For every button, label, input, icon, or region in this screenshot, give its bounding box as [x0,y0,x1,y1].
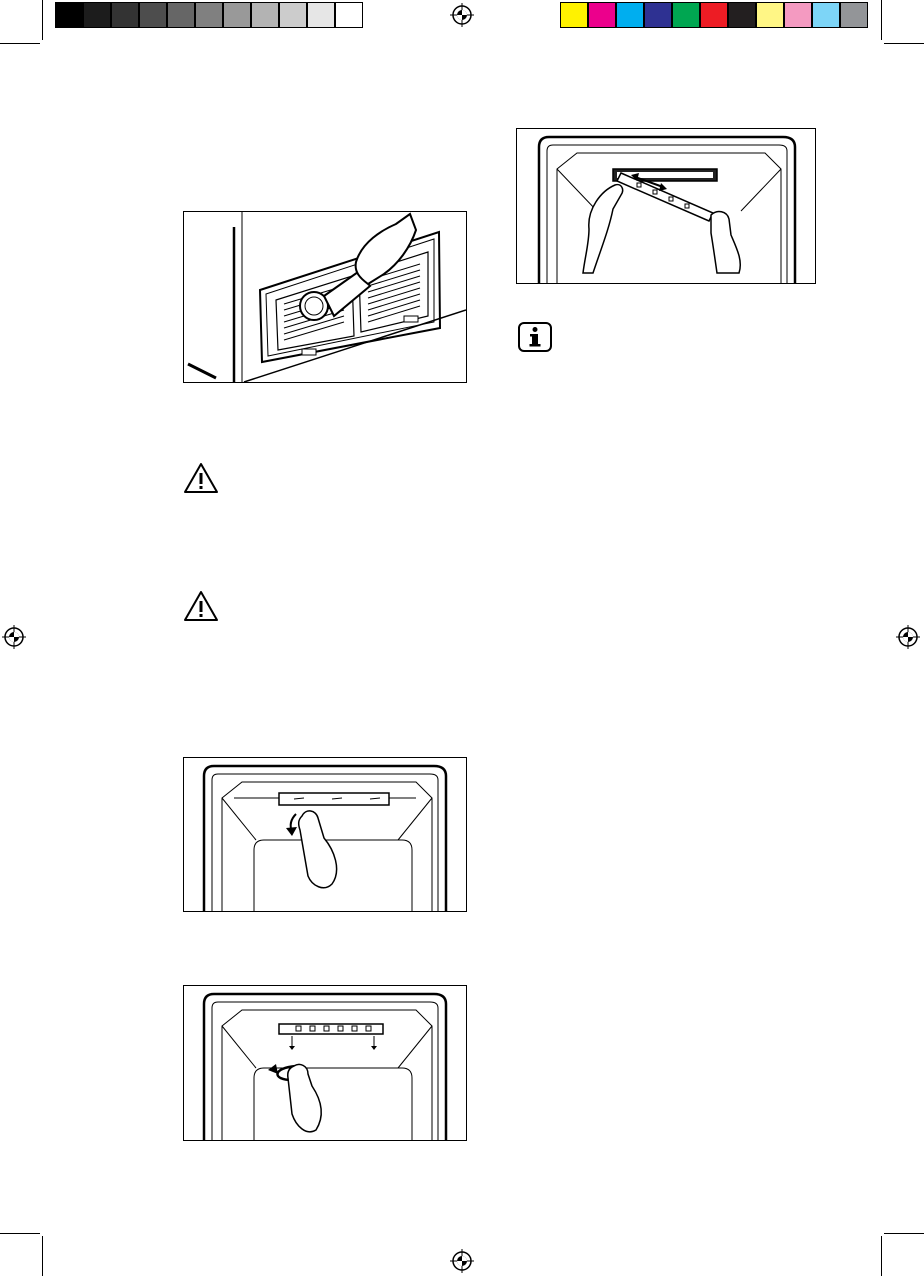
gray-swatch [335,2,363,28]
color-swatch [616,2,644,28]
color-swatch [588,2,616,28]
crop-mark [884,1233,924,1234]
color-swatch [784,2,812,28]
gray-swatch [307,2,335,28]
registration-target-icon [450,3,474,27]
gray-swatch [139,2,167,28]
color-swatch [756,2,784,28]
registration-target-icon [450,1249,474,1273]
color-swatch [728,2,756,28]
gray-swatch [111,2,139,28]
color-swatch [672,2,700,28]
crop-mark [0,43,40,44]
registration-target-icon [896,625,920,649]
crop-mark [884,43,924,44]
color-swatch [644,2,672,28]
crop-mark [0,1233,40,1234]
crop-mark [881,1236,882,1276]
gray-swatch [279,2,307,28]
gray-swatch [195,2,223,28]
gray-swatch [251,2,279,28]
crop-mark [881,0,882,40]
figure-lamp-replacement [516,128,816,284]
warning-triangle-icon [183,462,219,494]
color-swatch [840,2,868,28]
gray-swatch [223,2,251,28]
crop-mark [42,0,43,40]
warning-triangle-icon [183,590,219,622]
gray-swatch [83,2,111,28]
gray-swatch [55,2,83,28]
figure-lamp-unscrew [183,985,467,1141]
color-swatch [700,2,728,28]
gray-swatch [167,2,195,28]
info-icon [517,321,553,353]
color-swatch [560,2,588,28]
figure-filter-cleaning [183,211,467,383]
crop-mark [42,1236,43,1276]
registration-target-icon [2,625,26,649]
figure-light-cover-removal [183,757,467,912]
color-swatch [812,2,840,28]
